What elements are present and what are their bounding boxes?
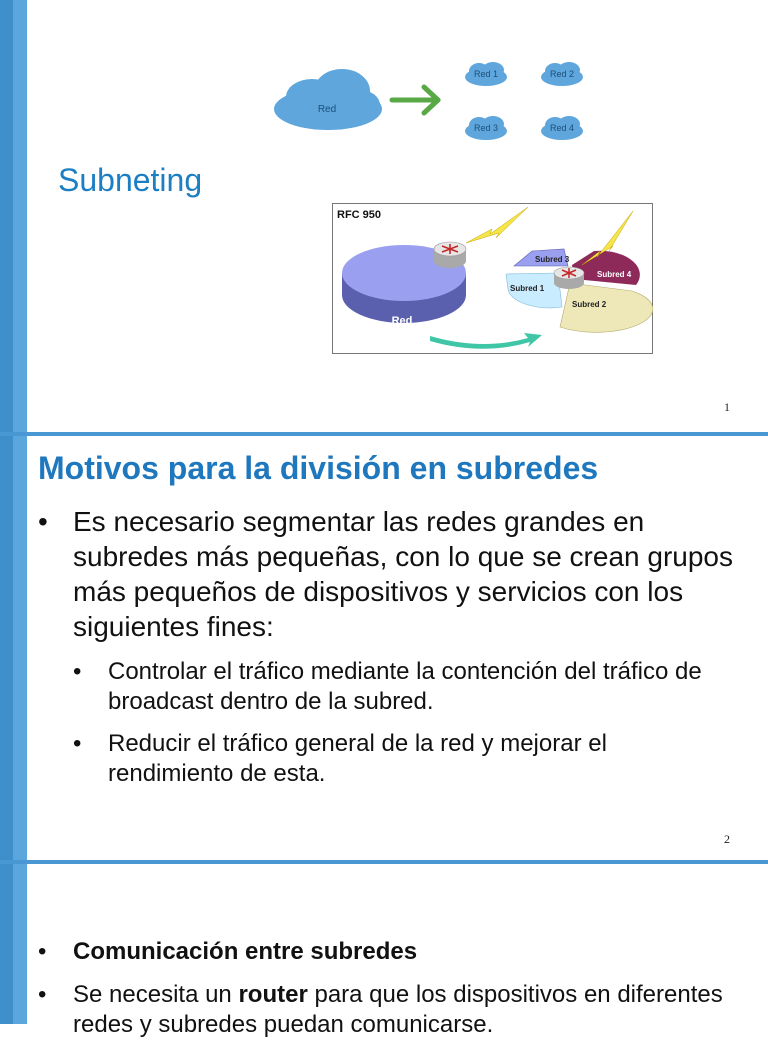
subnet-4-label: Subred 4 [597,270,632,279]
slide-1-title: Subneting [58,162,203,198]
bullet-text [73,980,738,1040]
arrow-icon [392,87,438,113]
bullet-item [38,980,738,1040]
router-icon [554,267,584,289]
network-split-diagram [268,55,598,137]
bullet-icon: • [73,658,82,685]
slide-side-bar-light [13,864,27,1024]
cloud-red-4-label: Red 4 [549,123,575,133]
cloud-red-3-label: Red 3 [473,123,499,133]
router-icon [434,242,466,268]
slide-side-bar [0,864,13,1024]
subnet-3-label: Subred 3 [535,255,570,264]
bullet-icon: • [38,981,47,1008]
bullet-item [38,504,738,644]
bullet-icon: • [38,938,47,965]
cloud-red-label: Red [317,104,337,115]
subnet-1-label: Subred 1 [510,284,545,293]
sub-bullet-item [73,657,713,717]
sub-bullet-text: Controlar el tráfico mediante la contención del tráfico de broadcast dentro de la subred. [108,658,702,715]
bullet-item [38,937,738,967]
slide-1 [0,0,768,432]
bullet-text-suffix: para que los dispositivos en diferentes redes y subredes puedan comunicarse. [73,981,723,1038]
slide-side-bar [0,0,13,432]
bullet-text-prefix: Se necesita un [73,981,239,1008]
slide-3 [0,864,768,1038]
cloud-red-1-label: Red 1 [473,69,499,79]
slide-2 [0,436,768,860]
cloud-red-2-label: Red 2 [549,69,575,79]
rfc-950-diagram [332,203,654,356]
sub-bullet-text: Reducir el tráfico general de la red y mejorar el rendimiento de esta. [108,730,607,787]
slide-2-number: 2 [724,832,730,846]
slide-side-bar-light [13,436,27,860]
slide-1-number: 1 [724,400,730,414]
bullet-icon: • [38,506,48,537]
bullet-text: Comunicación entre subredes [73,938,418,965]
sub-bullet-item [73,729,713,789]
bullet-text-bold: router [238,981,308,1008]
bullet-icon: • [73,730,82,757]
slide-side-bar [0,436,13,860]
cloud-red [274,69,382,130]
rfc-caption: RFC 950 [337,209,382,221]
slide-side-bar-light [13,0,27,432]
slide-2-title: Motivos para la división en subredes [38,450,599,486]
subnet-2-label: Subred 2 [572,300,607,309]
bullet-text: Es necesario segmentar las redes grandes en subredes más pequeñas, con lo que se crean grupos más pequeños de dispositivos y servicios con los siguientes fines: [73,506,733,642]
pie-label-red: Red [391,315,413,327]
